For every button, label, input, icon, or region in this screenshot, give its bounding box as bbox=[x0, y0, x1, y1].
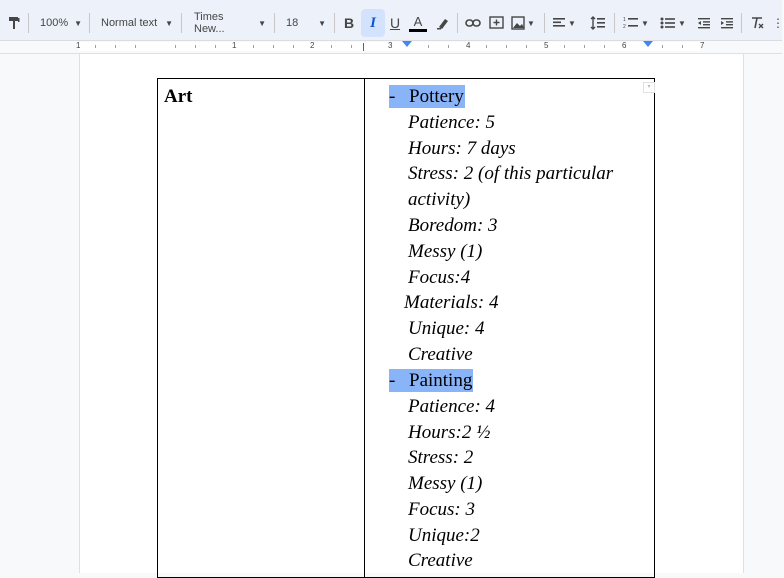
list-item[interactable]: Patience: 4 bbox=[408, 396, 496, 417]
list-item[interactable]: Focus: 3 bbox=[408, 499, 476, 520]
heading-text: Pottery bbox=[409, 86, 464, 107]
font-size-select[interactable] bbox=[282, 9, 330, 37]
list-item[interactable]: Unique: 4 bbox=[408, 318, 485, 339]
dash-bullet: - bbox=[389, 86, 396, 107]
list-item[interactable]: Stress: 2 bbox=[408, 447, 474, 468]
ruler-tick bbox=[428, 45, 429, 48]
list-item[interactable]: Boredom: 3 bbox=[408, 215, 498, 236]
ruler-tick bbox=[273, 45, 274, 48]
toolbar-separator bbox=[274, 13, 275, 33]
list-heading-pottery[interactable] bbox=[389, 85, 465, 108]
clear-formatting-icon[interactable] bbox=[745, 9, 769, 37]
chevron-down-icon: ▼ bbox=[165, 18, 173, 28]
font-size-value: 18 bbox=[286, 17, 299, 29]
toolbar-separator bbox=[614, 13, 615, 33]
ruler-tick bbox=[506, 45, 507, 48]
toolbar-separator bbox=[181, 13, 182, 33]
ruler-tick bbox=[215, 45, 216, 48]
indent-marker-icon[interactable] bbox=[402, 41, 412, 47]
paragraph-style-select[interactable] bbox=[97, 9, 177, 37]
font-family-select[interactable] bbox=[190, 9, 270, 37]
bold-button[interactable]: B bbox=[343, 15, 355, 31]
paint-format-icon[interactable] bbox=[2, 9, 26, 37]
ruler-tick bbox=[564, 45, 565, 48]
link-icon[interactable] bbox=[461, 9, 485, 37]
table-column-divider bbox=[364, 79, 365, 577]
toolbar-separator bbox=[741, 13, 742, 33]
chevron-down-icon: ▼ bbox=[74, 18, 83, 28]
line-spacing-icon[interactable] bbox=[586, 9, 610, 37]
toolbar-separator bbox=[544, 13, 545, 33]
ruler-number: 2 bbox=[310, 41, 315, 50]
ruler-number: 1 bbox=[76, 41, 81, 50]
ruler-tick bbox=[95, 45, 96, 48]
ruler-tick bbox=[526, 45, 527, 48]
list-item[interactable]: Hours:2 ½ bbox=[408, 422, 491, 443]
list-item[interactable]: Messy (1) bbox=[408, 241, 483, 262]
ruler-tick bbox=[331, 45, 332, 48]
italic-button[interactable]: I bbox=[361, 9, 385, 37]
list-item[interactable]: Patience: 5 bbox=[408, 112, 496, 133]
table-options-icon[interactable]: ▾ bbox=[643, 82, 655, 93]
ruler-tick bbox=[604, 45, 605, 48]
increase-indent-icon[interactable] bbox=[715, 9, 739, 37]
ruler-tick bbox=[253, 45, 254, 48]
chevron-down-icon: ▼ bbox=[527, 18, 535, 28]
chevron-down-icon: ▼ bbox=[678, 18, 686, 28]
ruler-tick bbox=[448, 45, 449, 48]
ruler-number: 7 bbox=[700, 41, 705, 50]
zoom-select[interactable] bbox=[36, 9, 86, 37]
list-item[interactable]: activity) bbox=[408, 189, 471, 210]
column-divider-marker[interactable] bbox=[363, 43, 364, 51]
formatting-toolbar bbox=[0, 0, 782, 41]
toolbar-separator bbox=[334, 13, 335, 33]
list-item[interactable]: Creative bbox=[408, 344, 473, 365]
ruler-tick bbox=[584, 45, 585, 48]
list-heading-painting[interactable] bbox=[389, 369, 473, 392]
toolbar-separator bbox=[89, 13, 90, 33]
ruler-tick bbox=[135, 45, 136, 48]
numbered-list-icon[interactable] bbox=[620, 9, 652, 37]
bulleted-list-icon[interactable] bbox=[657, 9, 689, 37]
ruler-tick bbox=[486, 45, 487, 48]
decrease-indent-icon[interactable] bbox=[692, 9, 716, 37]
chevron-down-icon: ▼ bbox=[568, 18, 576, 28]
ruler-number: 4 bbox=[466, 41, 471, 50]
dash-bullet: - bbox=[389, 370, 396, 391]
toolbar-separator bbox=[28, 13, 29, 33]
ruler-number: 1 bbox=[232, 41, 237, 50]
underline-button[interactable]: U bbox=[389, 15, 401, 31]
insert-image-icon[interactable] bbox=[508, 9, 538, 37]
document-table[interactable] bbox=[157, 78, 655, 578]
list-item[interactable]: Focus:4 bbox=[408, 267, 471, 288]
more-options-icon[interactable]: ⋮ bbox=[772, 16, 784, 30]
heading-text: Painting bbox=[409, 370, 473, 391]
list-item[interactable]: Unique:2 bbox=[408, 525, 480, 546]
ruler-tick bbox=[175, 45, 176, 48]
ruler-tick bbox=[682, 45, 683, 48]
list-item[interactable]: Creative bbox=[408, 550, 473, 571]
svg-text:2: 2 bbox=[623, 24, 626, 30]
list-item[interactable]: Stress: 2 (of this particular bbox=[408, 163, 614, 184]
chevron-down-icon: ▼ bbox=[318, 18, 326, 28]
text-color-swatch bbox=[409, 29, 427, 32]
ruler-tick bbox=[115, 45, 116, 48]
align-left-icon[interactable] bbox=[549, 9, 579, 37]
highlight-pen-icon[interactable] bbox=[431, 9, 455, 37]
ruler-number: 6 bbox=[622, 41, 627, 50]
list-item[interactable]: Materials: 4 bbox=[404, 292, 499, 313]
right-indent-marker-icon[interactable] bbox=[643, 41, 653, 47]
ruler-tick bbox=[195, 45, 196, 48]
list-item[interactable]: Messy (1) bbox=[408, 473, 483, 494]
svg-text:1: 1 bbox=[623, 17, 626, 23]
table-cell-category[interactable]: Art bbox=[164, 86, 193, 107]
add-comment-icon[interactable] bbox=[484, 9, 508, 37]
chevron-down-icon: ▼ bbox=[258, 18, 266, 28]
toolbar-separator bbox=[457, 13, 458, 33]
ruler-tick bbox=[293, 45, 294, 48]
chevron-down-icon: ▼ bbox=[641, 18, 649, 28]
paragraph-style-value: Normal text bbox=[101, 17, 158, 29]
horizontal-ruler[interactable] bbox=[0, 41, 782, 54]
text-color-button[interactable] bbox=[406, 9, 430, 37]
font-family-value: Times New... bbox=[194, 11, 225, 35]
ruler-tick bbox=[351, 45, 352, 48]
text-color-letter: A bbox=[413, 13, 423, 29]
ruler-tick bbox=[662, 45, 663, 48]
ruler-number: 5 bbox=[544, 41, 549, 50]
ruler-number: 3 bbox=[388, 41, 393, 50]
zoom-value: 100% bbox=[40, 17, 69, 29]
list-item[interactable]: Hours: 7 days bbox=[408, 138, 516, 159]
